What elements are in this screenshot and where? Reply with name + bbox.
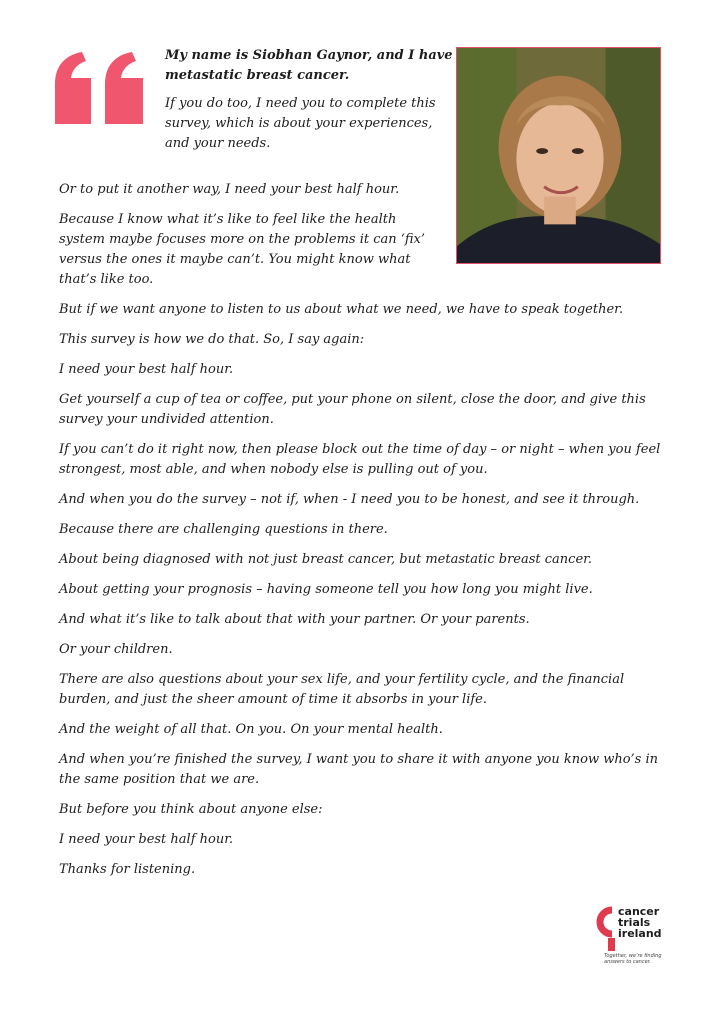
paragraph: This survey is how we do that. So, I say again:: [59, 332, 365, 347]
logo-line: trials: [618, 916, 651, 929]
paragraph: About getting your prognosis – having someone tell you how long you might live.: [59, 582, 593, 597]
paragraph: Thanks for listening.: [59, 862, 196, 877]
logo-wordmark: [618, 906, 662, 939]
paragraph: And the weight of all that. On you. On your mental health.: [59, 722, 443, 737]
paragraph: And what it’s like to talk about that with your partner. Or your parents.: [59, 612, 530, 627]
intro-block: [165, 46, 455, 162]
paragraph: About being diagnosed with not just breast cancer, but metastatic breast cancer.: [59, 552, 593, 567]
logo-tagline: Together, we’re finding answers to cancer.: [604, 953, 662, 965]
paragraph: There are also questions about your sex life, and your fertility cycle, and the financial burden, and just the sheer amount of time it absorbs in your life.: [59, 672, 625, 707]
paragraph: If you can’t do it right now, then please block out the time of day – or night – when you feel strongest, most able, and when nobody else is pulling out of you.: [59, 442, 661, 477]
paragraph: I need your best half hour.: [59, 362, 234, 377]
letter-body: [59, 180, 669, 890]
paragraph: Or to put it another way, I need your best half hour.: [59, 182, 400, 197]
intro-text: If you do too, I need you to complete this survey, which is about your experiences, and your needs.: [165, 96, 436, 151]
paragraph: And when you’re finished the survey, I want you to share it with anyone you know who’s in the same position that we are.: [59, 752, 659, 787]
logo-line: cancer: [618, 905, 660, 918]
paragraph: Get yourself a cup of tea or coffee, put your phone on silent, close the door, and give this survey your undivided attention.: [59, 392, 646, 427]
paragraph: Because I know what it’s like to feel like the health system maybe focuses more on the problems it can ‘fix’ versus the ones it maybe can’t. You might know what that’s like too.: [59, 212, 426, 287]
paragraph: I need your best half hour.: [59, 832, 234, 847]
logo-line: ireland: [618, 927, 662, 940]
paragraph: Or your children.: [59, 642, 173, 657]
paragraph: But if we want anyone to listen to us about what we need, we have to speak together.: [59, 302, 624, 317]
paragraph: And when you do the survey – not if, when - I need you to be honest, and see it through.: [59, 492, 640, 507]
intro-heading: My name is Siobhan Gaynor, and I have metastatic breast cancer.: [165, 48, 453, 83]
paragraph: Because there are challenging questions in there.: [59, 522, 388, 537]
paragraph: But before you think about anyone else:: [59, 802, 323, 817]
quote-mark-icon: [55, 52, 147, 124]
